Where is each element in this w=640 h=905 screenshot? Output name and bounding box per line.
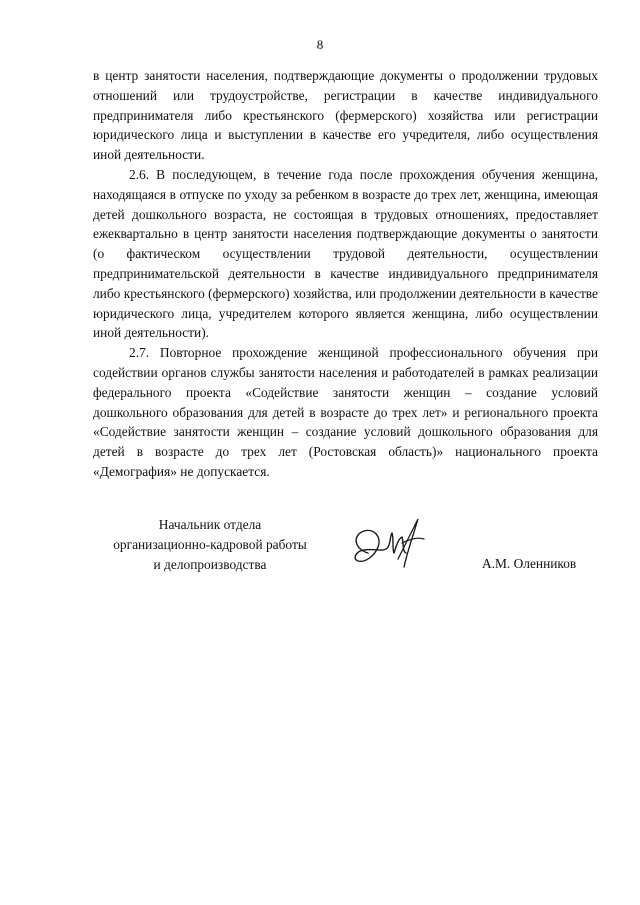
signatory-name: А.М. Оленников [482,556,577,571]
document-body [93,66,598,482]
page-number: 8 [316,37,324,52]
paragraph-2-6: 2.6. В последующем, в течение года после прохождения обучения женщина, находящаяся в отпуске по уходу за ребенком в возрасте до трех лет, женщина, имеющая детей дошкольного возраста, не состоящая в трудовых отношениях, предоставляет ежеквартально в центр занятости населения подтверждающие документы о занятости (о фактическом осуществлении трудовой деятельности, осуществлении предпринимательской деятельности в качестве индивидуального предпринимателя либо крестьянского (фермерского) хозяйства, или продолжении деятельности в качестве юридического лица, учредителем которого является женщина, либо осуществлении иной деятельности). [93,166,598,341]
signatory-title-line: Начальник отдела [158,517,262,532]
signatory-title [80,515,340,574]
handwritten-signature [346,513,436,575]
paragraph-2-7: 2.7. Повторное прохождение женщиной профессионального обучения при содействии органов службы занятости населения и работодателей в рамках реализации федерального проекта «Содействие занятости женщин – создание условий дошкольного образования для детей в возрасте до трех лет» и регионального проекта «Содействие занятости женщин – создание условий дошкольного образования для детей в возрасте до трех лет (Ростовская область)» национального проекта «Демография» не допускается. [93,345,598,479]
signatory-title-line: организационно-кадровой работы [113,536,307,552]
signatory-title-line: и делопроизводства [153,556,267,572]
paragraph-continuation: в центр занятости населения, подтверждающие документы о продолжении трудовых отношений или трудоустройстве, регистрации в качестве индивидуального предпринимателя либо крестьянского (фермерского) хозяйства или регистрации юридического лица и выступлении в качестве его учредителя, либо осуществления иной деятельности. [93,68,598,163]
